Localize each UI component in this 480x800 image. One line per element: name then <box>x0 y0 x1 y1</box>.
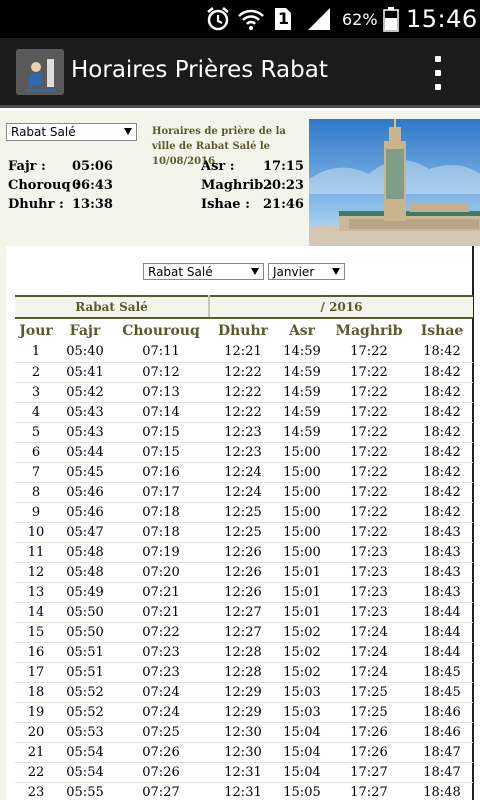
table-cell: 07:19 <box>113 542 209 562</box>
table-cell: 07:24 <box>113 682 209 702</box>
table-cell: 05:46 <box>57 482 113 502</box>
table-cell: 15:00 <box>277 522 327 542</box>
table-row <box>15 702 473 722</box>
table-cell: 18:43 <box>411 542 473 562</box>
table-cell: 05:50 <box>57 622 113 642</box>
table-cell: 12:25 <box>209 522 277 542</box>
monthly-city-select[interactable] <box>143 263 264 280</box>
city-select-value: Rabat Salé <box>11 125 76 139</box>
table-row <box>15 422 473 442</box>
table-cell: 15:04 <box>277 722 327 742</box>
table-row <box>15 562 473 582</box>
table-cell: 16 <box>15 642 57 662</box>
table-cell: 05:48 <box>57 542 113 562</box>
table-row <box>15 662 473 682</box>
table-cell: 15:04 <box>277 742 327 762</box>
dhuhr-time: 13:38 <box>72 197 113 212</box>
table-cell: 12:29 <box>209 682 277 702</box>
table-cell: 12:30 <box>209 722 277 742</box>
col-dhuhr: Dhuhr <box>217 322 269 339</box>
month-value: Janvier <box>273 265 315 279</box>
chorouq-label: Chorouq : <box>8 178 80 193</box>
table-row <box>15 582 473 602</box>
table-cell: 05:43 <box>57 402 113 422</box>
dhuhr-label: Dhuhr : <box>8 197 64 212</box>
table-cell: 18:44 <box>411 642 473 662</box>
table-cell: 12:28 <box>209 662 277 682</box>
signal-icon <box>305 6 333 32</box>
table-cell: 12:22 <box>209 402 277 422</box>
table-cell: 17 <box>15 662 57 682</box>
table-cell: 07:21 <box>113 582 209 602</box>
table-cell: 07:13 <box>113 382 209 402</box>
table-cell: 15:02 <box>277 642 327 662</box>
table-column-header <box>15 318 473 342</box>
group-year: / 2016 <box>209 296 473 318</box>
col-asr: Asr <box>288 322 316 339</box>
table-cell: 15:01 <box>277 582 327 602</box>
table-cell: 11 <box>15 542 57 562</box>
table-cell: 07:16 <box>113 462 209 482</box>
table-cell: 15:04 <box>277 762 327 782</box>
table-cell: 18:44 <box>411 602 473 622</box>
table-cell: 15:00 <box>277 462 327 482</box>
table-cell: 17:24 <box>327 642 411 662</box>
table-cell: 14:59 <box>277 422 327 442</box>
table-cell: 05:50 <box>57 602 113 622</box>
table-cell: 18:45 <box>411 662 473 682</box>
table-cell: 17:22 <box>327 342 411 362</box>
asr-label: Asr : <box>201 159 235 174</box>
table-cell: 18:47 <box>411 762 473 782</box>
sim-label: 1 <box>278 9 290 28</box>
table-row <box>15 362 473 382</box>
table-cell: 17:23 <box>327 542 411 562</box>
table-cell: 07:27 <box>113 782 209 800</box>
table-cell: 18:42 <box>411 482 473 502</box>
table-cell: 14:59 <box>277 402 327 422</box>
app-bar <box>0 38 480 108</box>
table-row <box>15 482 473 502</box>
table-row <box>15 762 473 782</box>
mosque-photo <box>309 119 480 247</box>
table-cell: 23 <box>15 782 57 800</box>
table-cell: 15:02 <box>277 662 327 682</box>
group-city: Rabat Salé <box>15 296 209 318</box>
table-row <box>15 462 473 482</box>
table-cell: 12:21 <box>209 342 277 362</box>
table-cell: 12:27 <box>209 622 277 642</box>
table-cell: 17:23 <box>327 582 411 602</box>
table-cell: 05:42 <box>57 382 113 402</box>
table-cell: 10 <box>15 522 57 542</box>
table-cell: 14:59 <box>277 362 327 382</box>
table-cell: 15:01 <box>277 602 327 622</box>
table-cell: 18:42 <box>411 422 473 442</box>
table-cell: 12:31 <box>209 782 277 800</box>
ishae-time: 21:46 <box>263 197 304 212</box>
table-cell: 17:23 <box>327 562 411 582</box>
clock: 15:46 <box>406 5 478 33</box>
table-cell: 05:48 <box>57 562 113 582</box>
alarm-icon <box>203 6 233 32</box>
table-cell: 07:26 <box>113 762 209 782</box>
table-cell: 07:17 <box>113 482 209 502</box>
table-cell: 18:46 <box>411 702 473 722</box>
maghrib-time: 20:23 <box>263 178 304 193</box>
table-cell: 12:30 <box>209 742 277 762</box>
table-cell: 18:45 <box>411 682 473 702</box>
table-cell: 12:22 <box>209 382 277 402</box>
table-cell: 12:27 <box>209 602 277 622</box>
table-cell: 17:26 <box>327 742 411 762</box>
table-cell: 05:40 <box>57 342 113 362</box>
table-cell: 15:00 <box>277 482 327 502</box>
app-title: Horaires Prières Rabat <box>71 57 328 83</box>
table-cell: 12:23 <box>209 422 277 442</box>
table-row <box>15 342 473 362</box>
table-cell: 07:25 <box>113 722 209 742</box>
table-cell: 05:52 <box>57 682 113 702</box>
table-cell: 12:25 <box>209 502 277 522</box>
table-row <box>15 782 473 800</box>
table-cell: 17:24 <box>327 662 411 682</box>
wifi-icon <box>236 6 266 32</box>
table-row <box>15 642 473 662</box>
table-cell: 05:54 <box>57 742 113 762</box>
fajr-label: Fajr : <box>8 159 46 174</box>
table-row <box>15 502 473 522</box>
table-row <box>15 402 473 422</box>
table-cell: 17:22 <box>327 422 411 442</box>
chevron-down-icon <box>124 128 132 135</box>
table-cell: 22 <box>15 762 57 782</box>
table-cell: 05:49 <box>57 582 113 602</box>
table-cell: 18:42 <box>411 442 473 462</box>
table-cell: 7 <box>15 462 57 482</box>
table-cell: 17:23 <box>327 602 411 622</box>
table-cell: 05:51 <box>57 642 113 662</box>
status-bar <box>0 0 480 38</box>
table-cell: 15:01 <box>277 562 327 582</box>
table-cell: 3 <box>15 382 57 402</box>
table-cell: 17:22 <box>327 462 411 482</box>
left-edge <box>0 246 6 800</box>
table-cell: 14 <box>15 602 57 622</box>
table-cell: 07:14 <box>113 402 209 422</box>
table-cell: 07:23 <box>113 642 209 662</box>
table-row <box>15 602 473 622</box>
col-maghrib: Maghrib <box>335 322 403 339</box>
table-row <box>15 742 473 762</box>
col-chourouq: Chourouq <box>122 322 200 339</box>
table-cell: 18:46 <box>411 722 473 742</box>
battery-icon <box>381 6 401 32</box>
table-cell: 17:22 <box>327 402 411 422</box>
table-cell: 8 <box>15 482 57 502</box>
table-row <box>15 522 473 542</box>
table-row <box>15 622 473 642</box>
table-cell: 05:54 <box>57 762 113 782</box>
table-cell: 2 <box>15 362 57 382</box>
table-cell: 05:52 <box>57 702 113 722</box>
overflow-menu-icon[interactable] <box>426 56 450 90</box>
table-cell: 12:24 <box>209 482 277 502</box>
table-cell: 9 <box>15 502 57 522</box>
table-cell: 07:18 <box>113 522 209 542</box>
col-fajr: Fajr <box>69 322 101 339</box>
table-cell: 21 <box>15 742 57 762</box>
table-cell: 18:42 <box>411 342 473 362</box>
table-cell: 05:53 <box>57 722 113 742</box>
table-cell: 17:25 <box>327 682 411 702</box>
table-cell: 12:26 <box>209 582 277 602</box>
table-cell: 19 <box>15 702 57 722</box>
table-cell: 12:31 <box>209 762 277 782</box>
table-cell: 14:59 <box>277 382 327 402</box>
table-cell: 15:00 <box>277 502 327 522</box>
table-cell: 07:21 <box>113 602 209 622</box>
table-cell: 12:23 <box>209 442 277 462</box>
table-cell: 07:11 <box>113 342 209 362</box>
chevron-down-icon <box>251 268 259 275</box>
table-cell: 17:26 <box>327 722 411 742</box>
table-cell: 18:43 <box>411 582 473 602</box>
table-cell: 07:24 <box>113 702 209 722</box>
table-cell: 13 <box>15 582 57 602</box>
table-cell: 18:48 <box>411 782 473 800</box>
city-select[interactable] <box>6 123 137 141</box>
table-cell: 5 <box>15 422 57 442</box>
table-cell: 12:29 <box>209 702 277 722</box>
table-cell: 14:59 <box>277 342 327 362</box>
table-cell: 05:45 <box>57 462 113 482</box>
table-cell: 12:22 <box>209 362 277 382</box>
table-cell: 18:42 <box>411 462 473 482</box>
asr-time: 17:15 <box>263 159 304 174</box>
table-cell: 05:51 <box>57 662 113 682</box>
battery-percent: 62% <box>342 10 378 29</box>
daily-heading: Horaires de prière de la ville de Rabat Salé le 10/08/2016 <box>152 126 286 167</box>
table-cell: 07:20 <box>113 562 209 582</box>
table-row <box>15 382 473 402</box>
table-cell: 12 <box>15 562 57 582</box>
table-row <box>15 722 473 742</box>
table-cell: 05:43 <box>57 422 113 442</box>
table-cell: 18 <box>15 682 57 702</box>
table-cell: 07:23 <box>113 662 209 682</box>
maghrib-label: Maghrib : <box>201 178 273 193</box>
table-cell: 15:03 <box>277 682 327 702</box>
table-cell: 05:41 <box>57 362 113 382</box>
table-cell: 18:42 <box>411 402 473 422</box>
table-cell: 15:00 <box>277 442 327 462</box>
table-row <box>15 442 473 462</box>
table-cell: 17:22 <box>327 442 411 462</box>
table-cell: 05:46 <box>57 502 113 522</box>
table-cell: 17:24 <box>327 622 411 642</box>
table-cell: 17:27 <box>327 762 411 782</box>
table-cell: 07:18 <box>113 502 209 522</box>
table-cell: 18:43 <box>411 562 473 582</box>
table-cell: 05:44 <box>57 442 113 462</box>
table-cell: 17:27 <box>327 782 411 800</box>
chevron-down-icon <box>332 268 340 275</box>
table-cell: 18:42 <box>411 382 473 402</box>
table-cell: 07:12 <box>113 362 209 382</box>
table-cell: 18:42 <box>411 362 473 382</box>
table-cell: 05:55 <box>57 782 113 800</box>
table-cell: 15 <box>15 622 57 642</box>
table-row <box>15 682 473 702</box>
table-group-header <box>15 296 473 318</box>
table-cell: 07:15 <box>113 442 209 462</box>
col-jour: Jour <box>19 322 53 339</box>
table-cell: 17:22 <box>327 482 411 502</box>
table-cell: 4 <box>15 402 57 422</box>
table-cell: 18:43 <box>411 522 473 542</box>
table-cell: 07:22 <box>113 622 209 642</box>
table-cell: 6 <box>15 442 57 462</box>
table-cell: 17:22 <box>327 382 411 402</box>
app-logo-icon <box>16 49 64 95</box>
table-cell: 15:05 <box>277 782 327 800</box>
table-cell: 15:02 <box>277 622 327 642</box>
table-cell: 15:03 <box>277 702 327 722</box>
monthly-city-value: Rabat Salé <box>148 265 213 279</box>
monthly-table <box>15 295 473 800</box>
col-ishae: Ishae <box>420 322 464 339</box>
table-cell: 15:00 <box>277 542 327 562</box>
table-row <box>15 542 473 562</box>
table-cell: 17:25 <box>327 702 411 722</box>
month-select[interactable] <box>268 263 345 280</box>
table-cell: 07:26 <box>113 742 209 762</box>
table-cell: 12:24 <box>209 462 277 482</box>
table-cell: 12:26 <box>209 562 277 582</box>
table-cell: 12:28 <box>209 642 277 662</box>
table-cell: 07:15 <box>113 422 209 442</box>
ishae-label: Ishae : <box>201 197 250 212</box>
table-cell: 20 <box>15 722 57 742</box>
table-cell: 18:47 <box>411 742 473 762</box>
table-cell: 17:22 <box>327 522 411 542</box>
table-cell: 18:42 <box>411 502 473 522</box>
table-cell: 12:26 <box>209 542 277 562</box>
chorouq-time: 06:43 <box>72 178 113 193</box>
table-cell: 17:22 <box>327 502 411 522</box>
fajr-time: 05:06 <box>72 159 113 174</box>
table-cell: 18:44 <box>411 622 473 642</box>
table-cell: 05:47 <box>57 522 113 542</box>
table-cell: 1 <box>15 342 57 362</box>
table-cell: 17:22 <box>327 362 411 382</box>
